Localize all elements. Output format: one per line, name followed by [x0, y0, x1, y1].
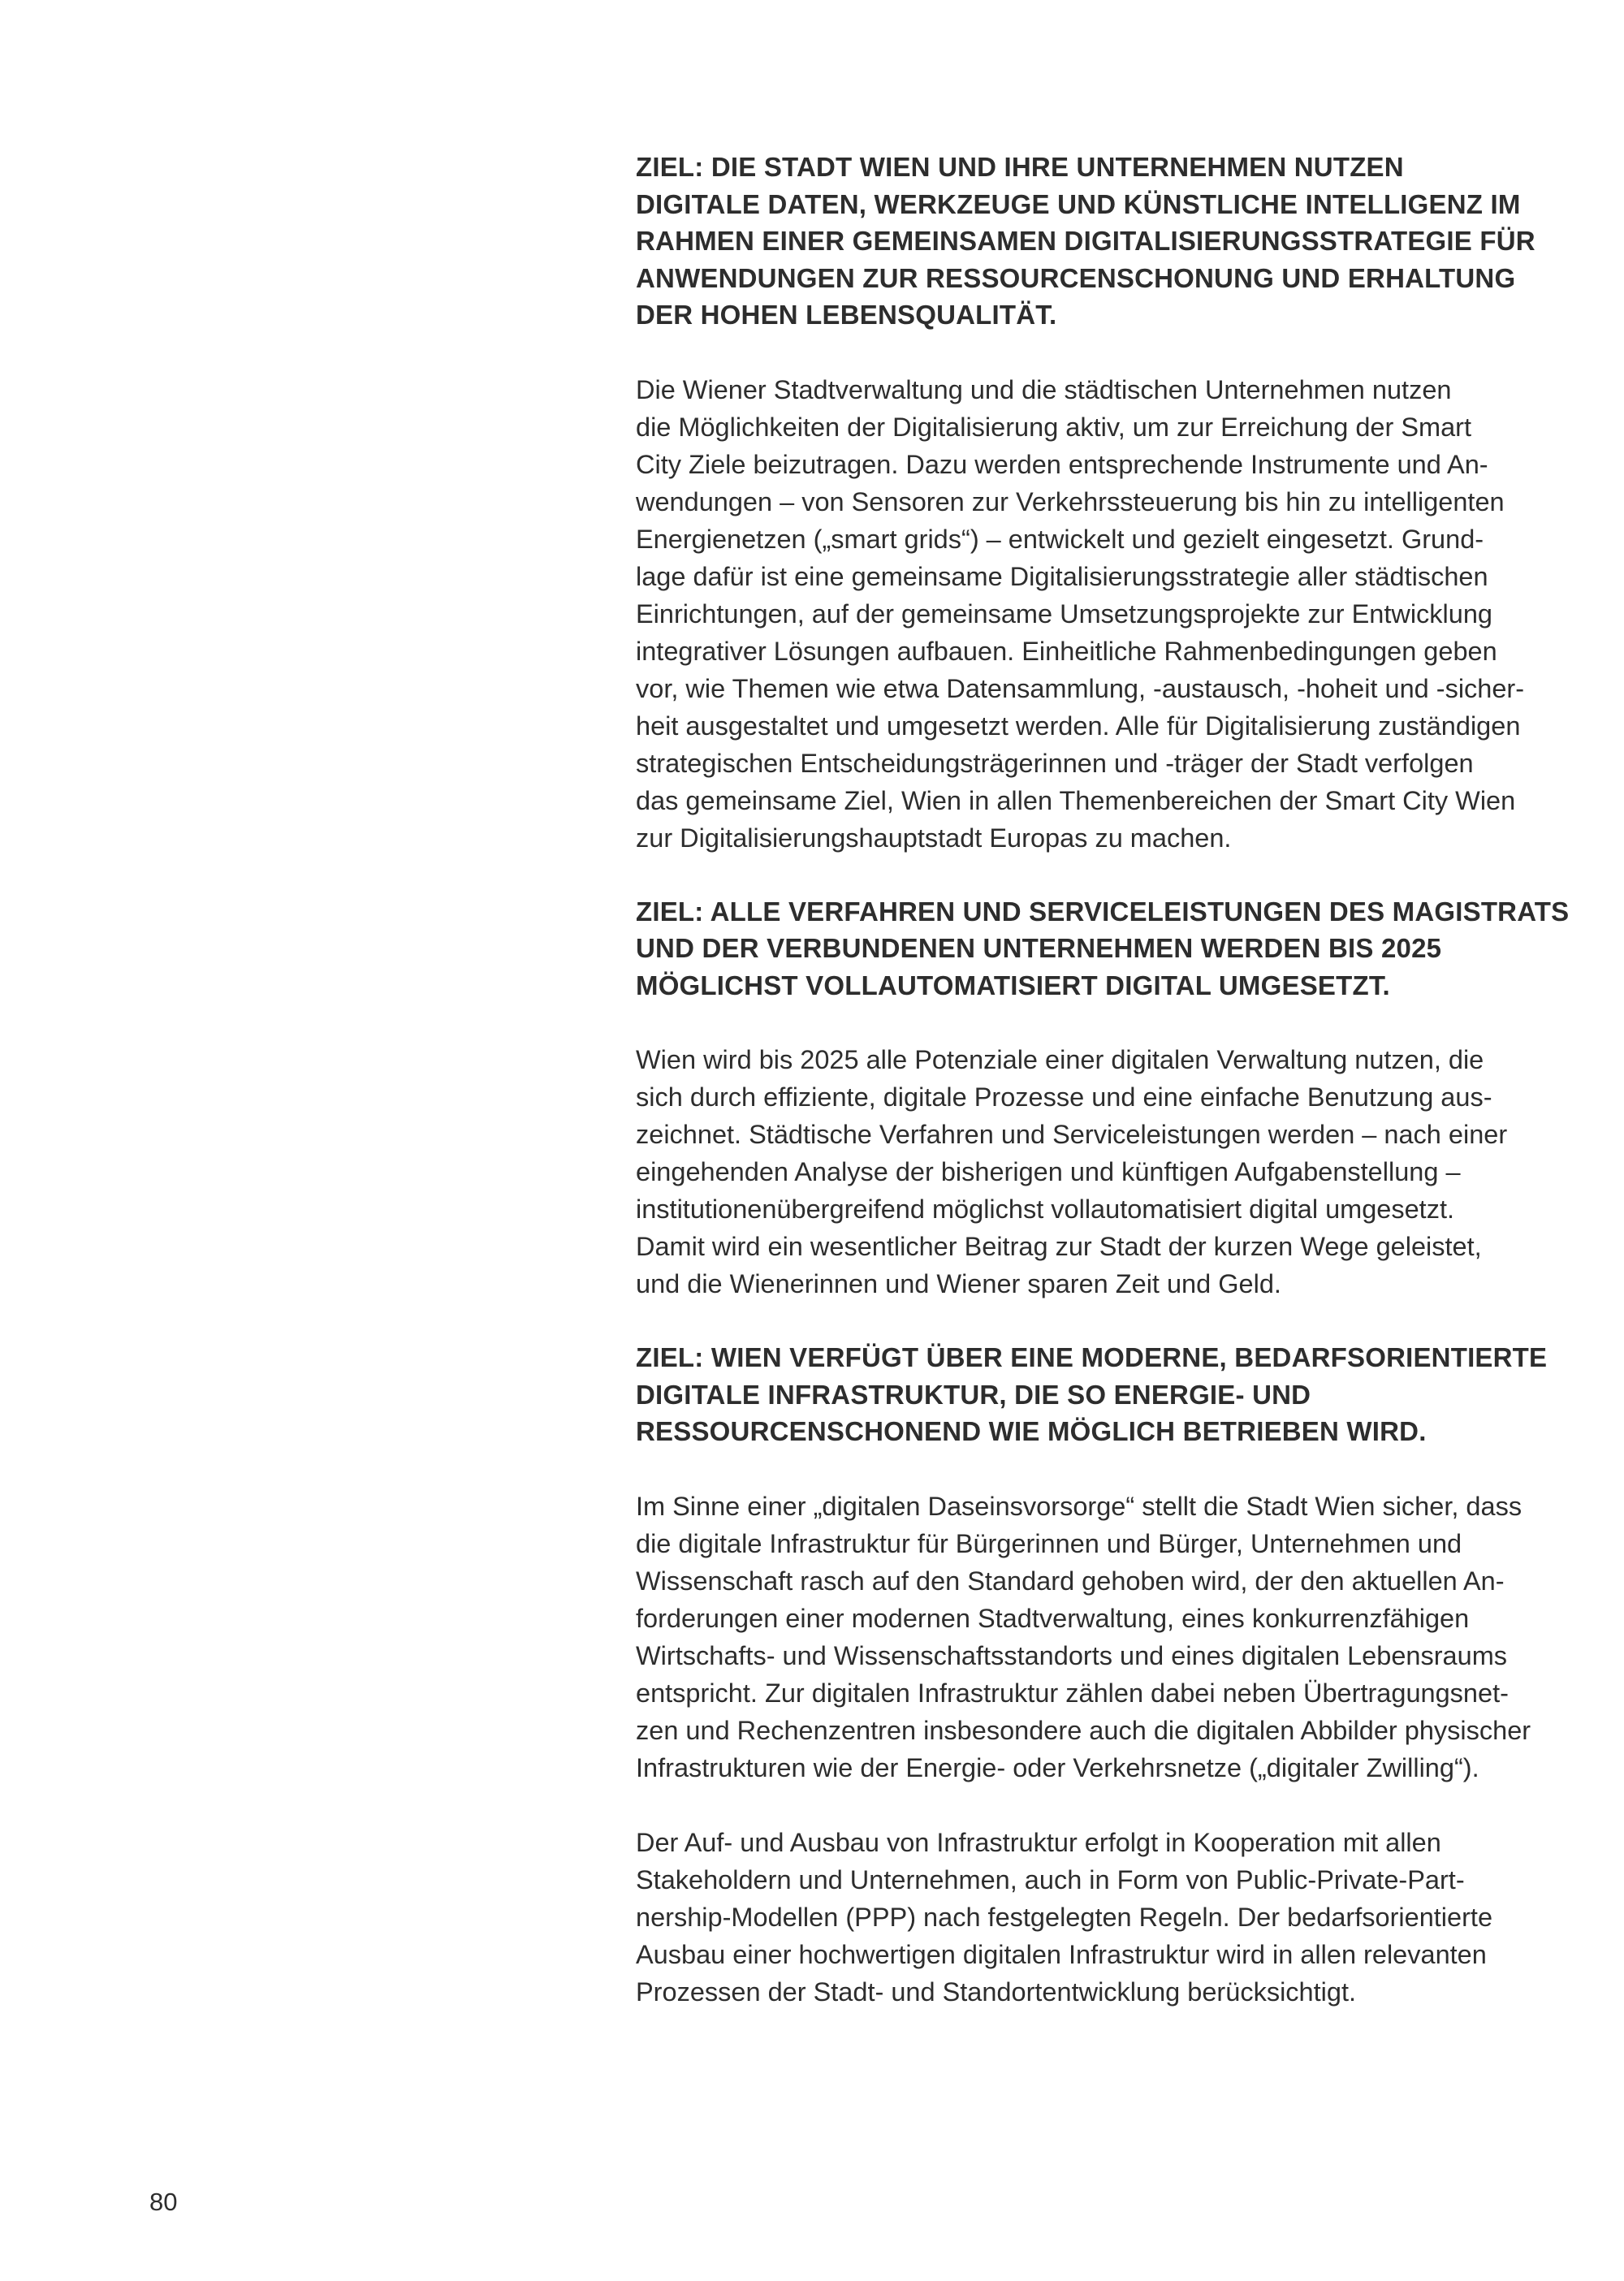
- page-number: 80: [149, 2188, 178, 2216]
- body-paragraph: [636, 1488, 1570, 1786]
- paragraph-line: forderungen einer modernen Stadtverwaltung, eines konkurrenzfähigen: [636, 1603, 1470, 1633]
- heading-line: DIGITALE DATEN, WERKZEUGE UND KÜNSTLICHE INTELLIGENZ IM: [636, 188, 1521, 219]
- paragraph-line: Wirtschafts- und Wissenschaftsstandorts und eines digitalen Lebensraums: [636, 1640, 1508, 1670]
- paragraph-line: Stakeholdern und Unternehmen, auch in Form von Public-Private-Part-: [636, 1864, 1465, 1894]
- paragraph-line: Wien wird bis 2025 alle Potenziale einer digitalen Verwaltung nutzen, die: [636, 1045, 1484, 1074]
- paragraph-line: sich durch effiziente, digitale Prozesse und eine einfache Benutzung aus-: [636, 1082, 1492, 1112]
- section-heading: [636, 1339, 1570, 1450]
- paragraph-line: eingehenden Analyse der bisherigen und künftigen Aufgabenstellung –: [636, 1157, 1461, 1186]
- paragraph-line: Infrastrukturen wie der Energie- oder Verkehrsnetze („digitaler Zwilling“).: [636, 1752, 1479, 1782]
- paragraph-line: Damit wird ein wesentlicher Beitrag zur Stadt der kurzen Wege geleistet,: [636, 1232, 1482, 1261]
- heading-line: UND DER VERBUNDENEN UNTERNEHMEN WERDEN BIS 2025: [636, 933, 1442, 963]
- body-paragraph: [636, 1824, 1570, 2011]
- paragraph-line: entspricht. Zur digitalen Infrastruktur zählen dabei neben Übertragungsnet-: [636, 1678, 1509, 1708]
- body-paragraph: [636, 371, 1570, 857]
- paragraph-line: Wissenschaft rasch auf den Standard gehoben wird, der den aktuellen An-: [636, 1566, 1505, 1596]
- paragraph-line: Prozessen der Stadt- und Standortentwicklung berücksichtigt.: [636, 1976, 1357, 2007]
- paragraph-line: vor, wie Themen wie etwa Datensammlung, -austausch, -hoheit und -sicher-: [636, 673, 1525, 703]
- heading-line: DER HOHEN LEBENSQUALITÄT.: [636, 300, 1057, 330]
- paragraph-line: Im Sinne einer „digitalen Daseinsvorsorge“ stellt die Stadt Wien sicher, dass: [636, 1491, 1522, 1521]
- paragraph-line: integrativer Lösungen aufbauen. Einheitliche Rahmenbedingungen geben: [636, 636, 1497, 666]
- paragraph-line: heit ausgestaltet und umgesetzt werden. Alle für Digitalisierung zuständigen: [636, 711, 1521, 741]
- paragraph-line: Ausbau einer hochwertigen digitalen Infrastruktur wird in allen relevanten: [636, 1939, 1487, 1969]
- paragraph-line: das gemeinsame Ziel, Wien in allen Themenbereichen der Smart City Wien: [636, 785, 1516, 815]
- paragraph-line: lage dafür ist eine gemeinsame Digitalisierungsstrategie aller städtischen: [636, 561, 1488, 591]
- heading-line: ANWENDUNGEN ZUR RESSOURCENSCHONUNG UND ERHALTUNG: [636, 262, 1516, 293]
- heading-line: MÖGLICHST VOLLAUTOMATISIERT DIGITAL UMGESETZT.: [636, 970, 1390, 1000]
- paragraph-line: die digitale Infrastruktur für Bürgerinnen und Bürger, Unternehmen und: [636, 1528, 1462, 1558]
- paragraph-line: nership-Modellen (PPP) nach festgelegten Regeln. Der bedarfsorientierte: [636, 1902, 1493, 1932]
- heading-line: ZIEL: WIEN VERFÜGT ÜBER EINE MODERNE, BEDARFSORIENTIERTE: [636, 1342, 1548, 1372]
- heading-line: RESSOURCENSCHONEND WIE MÖGLICH BETRIEBEN WIRD.: [636, 1416, 1427, 1446]
- paragraph-line: Einrichtungen, auf der gemeinsame Umsetzungsprojekte zur Entwicklung: [636, 598, 1492, 629]
- paragraph-line: wendungen – von Sensoren zur Verkehrssteuerung bis hin zu intelligenten: [636, 486, 1505, 516]
- paragraph-line: und die Wienerinnen und Wiener sparen Zeit und Geld.: [636, 1269, 1281, 1298]
- heading-line: RAHMEN EINER GEMEINSAMEN DIGITALISIERUNGSSTRATEGIE FÜR: [636, 226, 1535, 256]
- paragraph-line: Die Wiener Stadtverwaltung und die städtischen Unternehmen nutzen: [636, 374, 1452, 404]
- section-heading: [636, 149, 1570, 334]
- paragraph-line: zen und Rechenzentren insbesondere auch die digitalen Abbilder physischer: [636, 1715, 1531, 1745]
- heading-line: ZIEL: DIE STADT WIEN UND IHRE UNTERNEHMEN NUTZEN: [636, 152, 1404, 182]
- paragraph-line: die Möglichkeiten der Digitalisierung aktiv, um zur Erreichung der Smart: [636, 412, 1472, 442]
- section-heading: [636, 893, 1570, 1004]
- paragraph-line: zeichnet. Städtische Verfahren und Serviceleistungen werden – nach einer: [636, 1120, 1508, 1149]
- paragraph-line: institutionenübergreifend möglichst vollautomatisiert digital umgesetzt.: [636, 1195, 1455, 1224]
- text-column: [636, 149, 1570, 2011]
- paragraph-line: Der Auf- und Ausbau von Infrastruktur erfolgt in Kooperation mit allen: [636, 1827, 1441, 1857]
- paragraph-line: strategischen Entscheidungsträgerinnen und -träger der Stadt verfolgen: [636, 748, 1474, 778]
- paragraph-line: City Ziele beizutragen. Dazu werden entsprechende Instrumente und An-: [636, 449, 1488, 479]
- heading-line: ZIEL: ALLE VERFAHREN UND SERVICELEISTUNGEN DES MAGISTRATS: [636, 896, 1570, 927]
- body-paragraph: [636, 1041, 1570, 1303]
- heading-line: DIGITALE INFRASTRUKTUR, DIE SO ENERGIE- UND: [636, 1379, 1311, 1410]
- paragraph-line: zur Digitalisierungshauptstadt Europas zu machen.: [636, 823, 1232, 853]
- paragraph-line: Energienetzen („smart grids“) – entwickelt und gezielt eingesetzt. Grund-: [636, 524, 1484, 554]
